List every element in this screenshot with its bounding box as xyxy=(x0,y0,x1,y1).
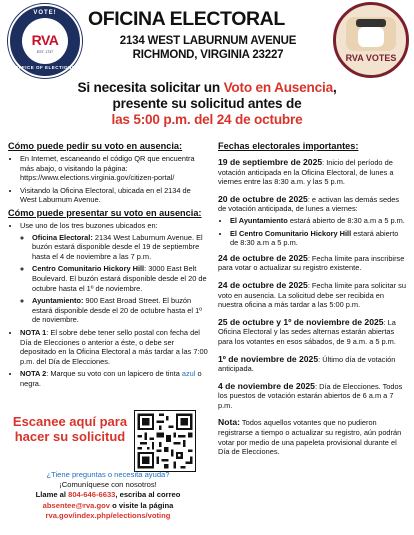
date-entry-early-voting-start xyxy=(218,158,408,187)
headline-deadline: las 5:00 p.m. del 24 de octubre xyxy=(111,112,303,127)
list-item-visit: • Visitando la Oficina Electoral, ubicada en el 2134 de West Laburnum Avenue. xyxy=(20,186,208,205)
help-call-suffix: , escriba al correo xyxy=(115,490,181,500)
help-call-line xyxy=(8,490,208,500)
site-hickory-hill xyxy=(230,229,408,248)
note-label: Nota: xyxy=(218,417,240,428)
dropbox-3-text: 900 East Broad Street. El buzón estará disponible desde el 20 de octubre hasta el 1º de noviembre. xyxy=(32,296,202,325)
right-column xyxy=(218,141,408,465)
note-text: Todos aquellos votantes que no pudieron registrarse a tiempo o actualizar su registro, aún podrán votar por medio de una papeleta provisional durante el Día de Elecciones. xyxy=(218,418,402,457)
help-phone-number[interactable]: 804-646-6633 xyxy=(68,490,116,500)
date-entry-election-day xyxy=(218,382,408,411)
date-7-text: : Día de Elecciones. Todos los puestos de votación estarán abiertos de 6 a.m a 7 p.m. xyxy=(218,381,403,410)
dropbox-3-name: Ayuntamiento: xyxy=(32,296,84,306)
list-item-online: • En Internet, escaneando el código QR que encuentra más abajo, o visitando la página: https://www.elections.virginia.gov/citizen-portal/ xyxy=(20,154,208,183)
help-email-link[interactable]: absentee@rva.gov xyxy=(42,500,111,510)
date-4-text: : Fecha límite para solicitar su voto en ausencia. La solicitud debe ser recibida en nuestra oficina a más tardar a las 5:00 p.m. xyxy=(218,280,406,310)
help-contact-us: ¡Comuníquese con nosotros! xyxy=(59,480,157,490)
site-2-name: El Centro Comunitario Hickory Hill xyxy=(230,228,352,238)
date-5-text: : La Oficina Electoral y las sedes alternas estarán abiertas para los votantes en esos sábados, de 9 a.m. a 5 p.m. xyxy=(218,317,396,346)
date-1: 19 de septiembre de 2025 xyxy=(218,157,323,167)
note-2-blue-word: azul xyxy=(181,369,196,379)
headline-highlight-absentee: Voto en Ausencia xyxy=(223,80,333,95)
dropbox-locations-list xyxy=(20,233,208,325)
dropbox-hickory-hill xyxy=(32,264,208,293)
address-line-1: 2134 WEST LABURNUM AVENUE xyxy=(119,35,297,47)
site-1-name: El Ayuntamiento xyxy=(230,215,288,225)
address-line-2: RICHMOND, VIRGINIA 23227 xyxy=(132,49,284,61)
help-question: ¿Tiene preguntas o necesita ayuda? xyxy=(46,470,170,479)
note-2-label: NOTA 2 xyxy=(20,369,47,379)
date-6-text: : Último día de votación anticipada. xyxy=(218,354,396,374)
date-4: 24 de octubre de 2025 xyxy=(218,279,308,290)
page-title: OFICINA ELECTORAL xyxy=(88,8,285,30)
dropbox-1-text: 2134 West Laburnum Avenue. El buzón estará disponible desde el 19 de septiembre hasta el 4 de noviembre a las 7 p.m. xyxy=(32,232,203,261)
site-2-text: estará abierto de 8:30 a.m a 5 p.m. xyxy=(230,228,399,248)
seal-bottom-text: OFFICE OF ELECTIONS xyxy=(14,65,76,70)
help-visit-text: o visite la página xyxy=(110,500,174,510)
note-2-text-a: : Marque su voto con un lapicero de tinta xyxy=(46,369,182,379)
rva-votes-badge-logo xyxy=(333,2,409,78)
list-item-dropbox-intro xyxy=(20,221,208,325)
date-3-text: : Fecha límite para inscribirse para votar o actualizar su registro existente. xyxy=(218,253,405,273)
date-2-text: : e activan las demás sedes de votación anticipada, de lunes a viernes: xyxy=(218,194,400,214)
note-1-text: : El sobre debe tener sello postal con fecha del Día de Elecciones o anterior a éste, o debe ser depositado en la Oficina Electoral a más tardar a las 7:00 p.m. del Día de Elecciones. xyxy=(20,327,208,366)
left-column xyxy=(8,141,208,391)
badge-face-icon xyxy=(358,27,384,47)
badge-hat-icon xyxy=(356,19,386,27)
how-to-submit-heading: Cómo puede presentar su voto en ausencia: xyxy=(8,207,202,218)
qr-code-icon[interactable] xyxy=(134,410,196,472)
dropbox-city-hall xyxy=(32,296,208,325)
header xyxy=(0,0,414,78)
dropbox-2-name: Centro Comunitario Hickory Hill xyxy=(32,264,145,274)
seal-top-text: VOTE! xyxy=(33,10,57,16)
date-entry-saturdays xyxy=(218,318,408,347)
satellite-sites-list xyxy=(218,216,408,248)
date-2: 20 de octubre de 2025 xyxy=(218,193,308,204)
date-5: 25 de octubre y 1º de noviembre de 2025 xyxy=(218,316,384,327)
date-7: 4 de noviembre de 2025 xyxy=(218,380,315,391)
how-to-request-heading: Cómo puede pedir su voto en ausencia: xyxy=(8,141,183,151)
office-address xyxy=(84,34,332,62)
dropbox-1-name: Oficina Electoral: xyxy=(32,232,93,242)
seal-rva-text: RVA xyxy=(31,32,59,48)
help-call-prefix: Llame al xyxy=(35,490,69,500)
date-entry-last-early-day xyxy=(218,355,408,374)
site-city-hall xyxy=(230,216,408,226)
date-entry-satellite-sites xyxy=(218,195,408,214)
site-1-text: estará abierto de 8:30 a.m a 5 p.m. xyxy=(287,215,405,225)
provisional-ballot-note xyxy=(218,418,408,456)
dropbox-electoral-office xyxy=(32,233,208,262)
note-2-text-b: o negra. xyxy=(20,369,202,388)
date-3: 24 de octubre de 2025 xyxy=(218,252,308,263)
office-of-elections-seal-logo xyxy=(8,4,82,78)
note-2 xyxy=(20,369,208,388)
date-entry-registration-deadline xyxy=(218,254,408,273)
date-6: 1º de noviembre de 2025 xyxy=(218,353,319,364)
dropbox-2-text: : 3000 East Belt Boulevard. El buzón estará disponible desde el 20 de octubre hasta el 1º de noviembre. xyxy=(32,264,207,293)
scan-here-callout: Escanee aquí para hacer su solicitud xyxy=(12,414,128,444)
help-email-line xyxy=(8,501,208,511)
note-1 xyxy=(20,328,208,366)
dropbox-intro-text: Use uno de los tres buzones ubicados en: xyxy=(20,220,158,230)
request-methods-list xyxy=(8,154,208,205)
date-1-text: : Inicio del período de votación anticipada en la Oficina Electoral, de lunes a viernes entre las 8:30 a.m. y las 5 p.m. xyxy=(218,158,394,187)
headline-part-1: Si necesita solicitar un xyxy=(77,80,224,95)
help-contact-box xyxy=(8,470,208,521)
note-1-label: NOTA 1 xyxy=(20,327,47,337)
headline xyxy=(60,80,354,128)
headline-part-3: , presente su solicitud antes de xyxy=(112,80,337,111)
help-website-link[interactable]: rva.gov/index.php/elections/voting xyxy=(45,510,171,520)
important-dates-heading: Fechas electorales importantes: xyxy=(218,141,359,151)
seal-est-text: EST. 1737 xyxy=(36,50,54,54)
date-entry-absentee-deadline xyxy=(218,281,408,310)
badge-text: RVA VOTES xyxy=(345,53,397,63)
submit-methods-list xyxy=(8,221,208,389)
